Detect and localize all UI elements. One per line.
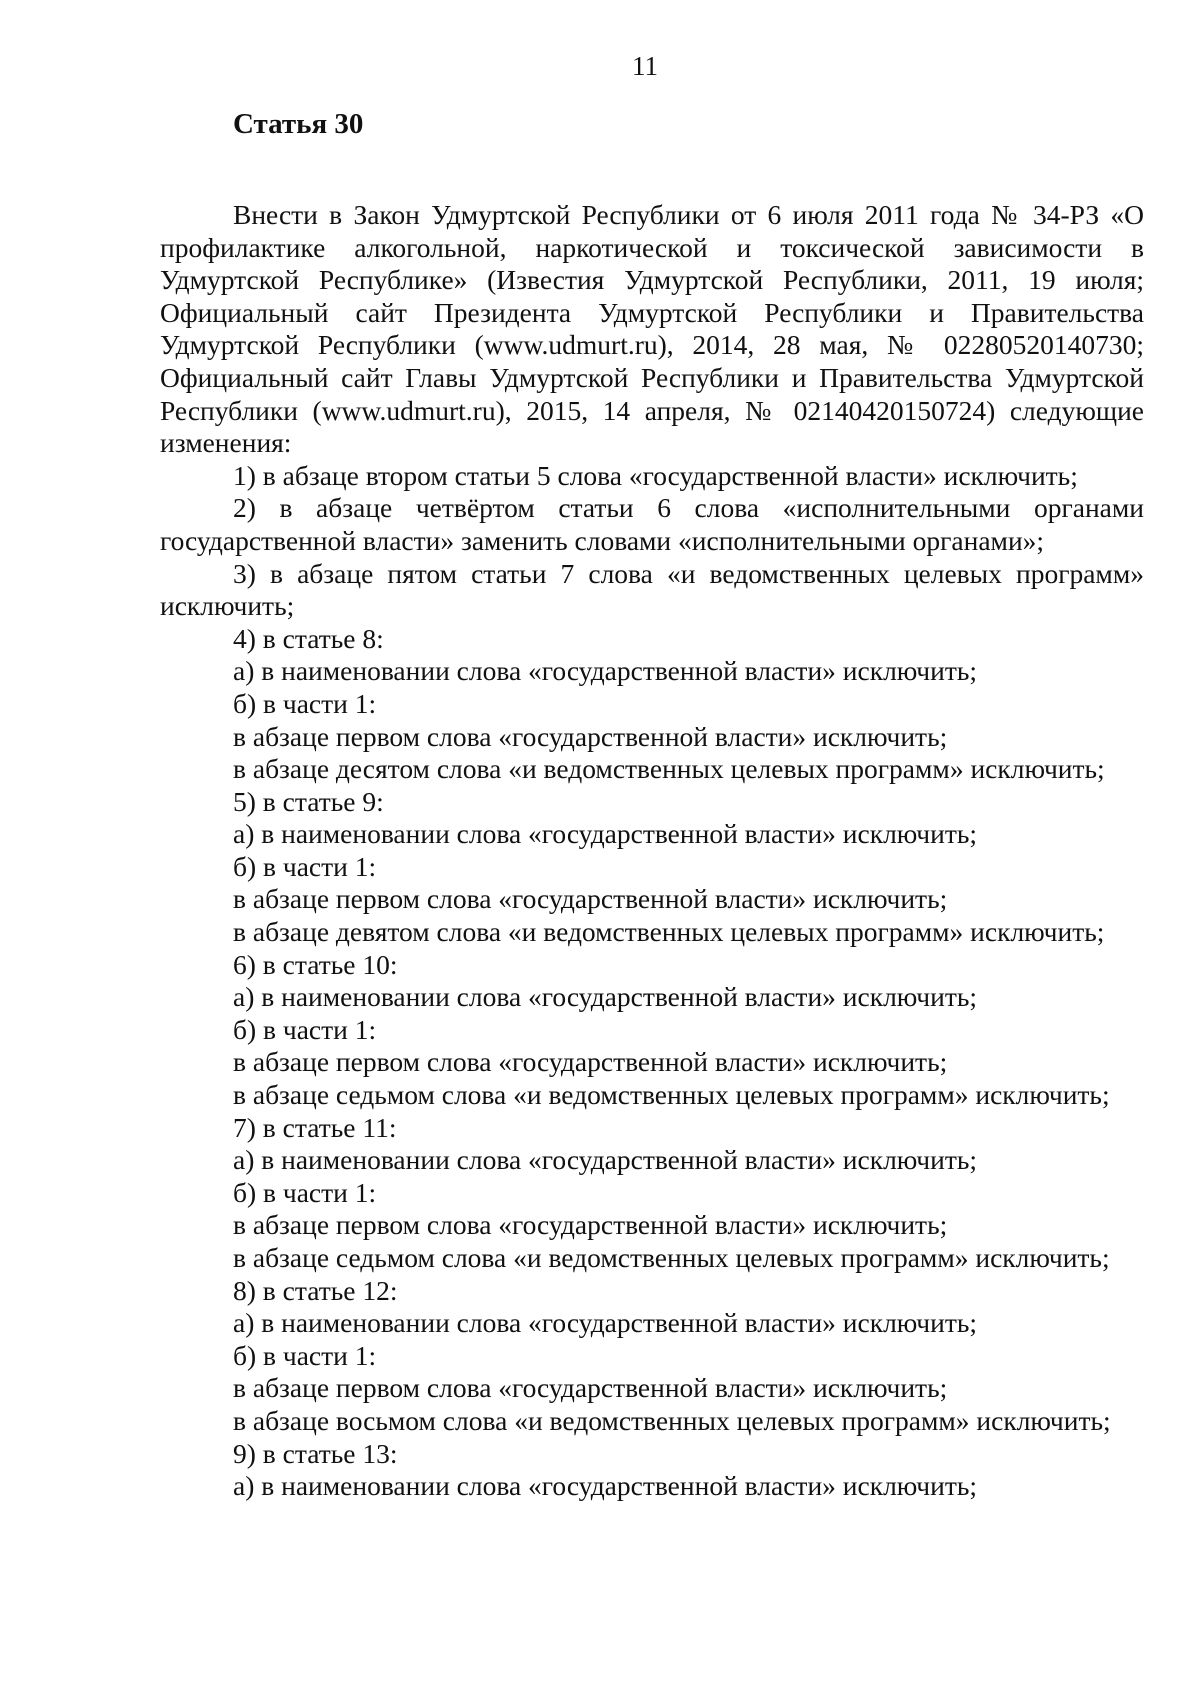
page-number: 11 bbox=[632, 51, 658, 81]
amendment-subitem: а) в наименовании слова «государственной власти» исключить; bbox=[233, 655, 978, 687]
amendment-clause: в абзаце десятом слова «и ведомственных целевых программ» исключить; bbox=[233, 753, 1105, 785]
amendment-item: 6) в статье 10: bbox=[233, 948, 398, 980]
amendment-clause: в абзаце девятом слова «и ведомственных целевых программ» исключить; bbox=[233, 916, 1105, 948]
amendment-clause: в абзаце первом слова «государственной власти» исключить; bbox=[233, 1046, 948, 1078]
amendment-subitem: б) в части 1: bbox=[233, 850, 377, 882]
amendment-item: 1) в абзаце втором статьи 5 слова «государственной власти» исключить; bbox=[233, 459, 1078, 491]
amendment-clause: в абзаце первом слова «государственной власти» исключить; bbox=[233, 1209, 948, 1241]
amendment-item: 8) в статье 12: bbox=[233, 1274, 398, 1306]
amendment-subitem: а) в наименовании слова «государственной власти» исключить; bbox=[233, 818, 978, 850]
amendment-item: 5) в статье 9: bbox=[233, 785, 384, 817]
intro-paragraph: Внести в Закон Удмуртской Республики от 6 июля 2011 года № 34-РЗ «О профилактике алкогольной, наркотической и токсической зависимости в Удмуртской Республике» (Известия Удмуртской Республики, 2011, 19 июля; Официальный сайт Президента Удмуртской Республики и Правительства Удмуртской Республики (www.udmurt.ru), 2014, 28 мая, № 02280520140730; Официальный сайт Главы Удмуртской Республики и Правительства Удмуртской Республики (www.udmurt.ru), 2015, 14 апреля, № 02140420150724) следующие изменения: bbox=[160, 199, 1144, 459]
amendment-subitem: б) в части 1: bbox=[233, 1339, 377, 1371]
amendment-subitem: б) в части 1: bbox=[233, 687, 377, 719]
amendment-subitem: а) в наименовании слова «государственной власти» исключить; bbox=[233, 1144, 978, 1176]
amendment-subitem: б) в части 1: bbox=[233, 1013, 377, 1045]
amendment-clause: в абзаце седьмом слова «и ведомственных целевых программ» исключить; bbox=[233, 1242, 1110, 1273]
document-body bbox=[160, 106, 1144, 1503]
amendment-clause: в абзаце первом слова «государственной власти» исключить; bbox=[233, 720, 948, 752]
amendment-subitem: б) в части 1: bbox=[233, 1176, 377, 1208]
amendment-clause: в абзаце первом слова «государственной власти» исключить; bbox=[233, 883, 948, 915]
amendment-item: 7) в статье 11: bbox=[233, 1111, 397, 1143]
amendment-item: 3) в абзаце пятом статьи 7 слова «и ведомственных целевых программ» исключить; bbox=[160, 557, 1144, 622]
amendment-clause: в абзаце восьмом слова «и ведомственных целевых программ» исключить; bbox=[233, 1404, 1111, 1436]
amendment-item: 4) в статье 8: bbox=[233, 622, 384, 654]
amendment-subitem: а) в наименовании слова «государственной власти» исключить; bbox=[233, 1470, 978, 1502]
amendment-subitem: а) в наименовании слова «государственной власти» исключить; bbox=[233, 1307, 978, 1339]
amendment-clause: в абзаце первом слова «государственной власти» исключить; bbox=[233, 1372, 948, 1404]
article-heading: Статья 30 bbox=[233, 108, 364, 140]
amendment-item: 9) в статье 13: bbox=[233, 1437, 398, 1469]
amendment-clause: в абзаце седьмом слова «и ведомственных целевых программ» исключить; bbox=[233, 1079, 1110, 1111]
amendment-subitem: а) в наименовании слова «государственной власти» исключить; bbox=[233, 981, 978, 1013]
amendment-item: 2) в абзаце четвёртом статьи 6 слова «исполнительными органами государственной власти» заменить словами «исполнительными органами»; bbox=[160, 492, 1144, 556]
